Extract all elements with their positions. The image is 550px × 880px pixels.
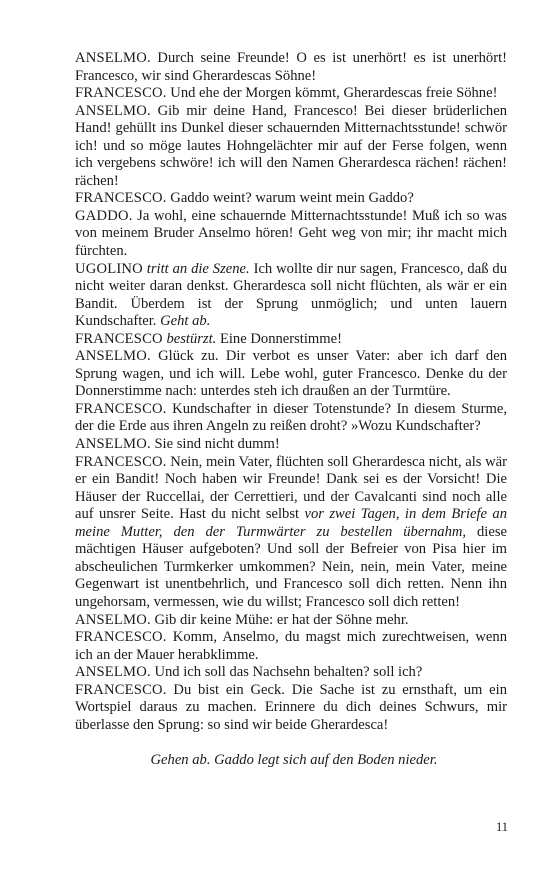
dialogue-paragraph — [75, 682, 507, 735]
stage-direction: bestürzt. — [166, 330, 217, 347]
stage-direction: vor zwei Tagen, in dem Briefe an meine Mutter, den der Turmwärter zu bestellen übernahm, — [75, 506, 507, 540]
dialogue-paragraph — [75, 454, 507, 612]
dialogue-body — [75, 50, 507, 734]
dialogue-text: Sie sind nicht dumm! — [150, 436, 280, 453]
speaker-name: GADDO. — [75, 207, 133, 224]
speaker-name: FRANCESCO. — [75, 453, 167, 470]
dialogue-text: Und ehe der Morgen kömmt, Gherardescas freie Söhne! — [166, 85, 498, 102]
dialogue-paragraph — [75, 401, 507, 436]
dialogue-paragraph — [75, 629, 507, 664]
dialogue-paragraph — [75, 103, 507, 191]
dialogue-paragraph — [75, 50, 507, 85]
dialogue-text: Kundschafter in dieser Totenstunde? In diesem Sturme, der die Erde aus ihren Angeln zu reißen droht? »Wozu Kundschafter? — [75, 400, 507, 435]
dialogue-paragraph — [75, 208, 507, 261]
dialogue-text: Glück zu. Dir verbot es unser Vater: aber ich darf den Sprung wagen, und ich will. Lebe wohl, guter Francesco. Denke du der Donnerstimme nach: unterdes steh ich draußen an der Turmtüre. — [75, 348, 507, 400]
dialogue-text: Ja wohl, eine schauernde Mitternachtsstunde! Muß ich so was von meinem Bruder Anselmo hören! Geht weg von mir; ihr macht mich fürchten. — [75, 207, 507, 260]
page-number: 11 — [495, 820, 508, 834]
dialogue-paragraph — [75, 436, 507, 454]
dialogue-text: Durch seine Freunde! O es ist unerhört! es ist unerhört! Francesco, wir sind Gherardescas Söhne! — [75, 50, 507, 84]
dialogue-text: Komm, Anselmo, du magst mich zurechtweisen, wenn ich an der Mauer herabklimme. — [75, 629, 507, 663]
dialogue-paragraph — [75, 348, 507, 401]
speaker-name: ANSELMO. — [75, 102, 151, 119]
dialogue-text: Und ich soll das Nachsehn behalten? soll ich? — [150, 664, 423, 681]
dialogue-paragraph — [75, 85, 507, 103]
dialogue-text: Du bist ein Geck. Die Sache ist zu ernsthaft, um ein Wortspiel daraus zu machen. Erinnere du dich deines Schwurs, mir überlasse den Sprung: so sind wir beide Gherardesca! — [75, 681, 507, 733]
dialogue-text: Nein, mein Vater, flüchten soll Gherardesca nicht, als wär er ein Bandit! Noch haben wir Freunde! Dank sei es der Vorsicht! Die Häuser der Ruccellai, der Cerrettieri, und der Cavalcanti sind noch alle auf unsrer Seite. Hast du nicht selbst — [75, 453, 507, 523]
dialogue-text: Gaddo weint? warum weint mein Gaddo? — [166, 190, 414, 207]
speaker-name: FRANCESCO. — [75, 190, 167, 207]
dialogue-paragraph — [75, 664, 507, 682]
book-page-text — [75, 50, 507, 770]
speaker-name: FRANCESCO — [75, 330, 163, 347]
dialogue-paragraph — [75, 190, 507, 208]
closing-stage-direction: Gehen ab. Gaddo legt sich auf den Boden nieder. — [150, 752, 438, 769]
dialogue-text: Gib dir keine Mühe: er hat der Söhne mehr. — [150, 611, 409, 628]
dialogue-paragraph — [75, 331, 507, 349]
dialogue-text: Gib mir deine Hand, Francesco! Bei dieser brüderlichen Hand! gehüllt ins Dunkel dieser schauernden Mitternachtsstunde! schwör ich! und so möge lautes Hohngelächter mir auf der Ferse folgen, wenn ich vergebens schwöre! ich will den Namen Gherardesca rächen! rächen! rächen! — [75, 102, 507, 189]
speaker-name: ANSELMO. — [75, 664, 151, 681]
speaker-name: ANSELMO. — [75, 348, 151, 365]
speaker-name: UGOLINO — [75, 260, 143, 277]
stage-direction: Geht ab. — [160, 313, 211, 330]
dialogue-text: Eine Donnerstimme! — [216, 330, 342, 347]
dialogue-text: diese mächtigen Häuser aufgeboten? Und soll der Befreier von Pisa hier im abscheulichen Turmkerker umkommen? Nein, nein, mein Vater, meine Gegenwart ist unentbehrlich, und Francesco soll dich retten. Nenn ihn ungehorsam, vermessen, wie du willst; Francesco soll dich retten! — [75, 523, 507, 610]
speaker-name: FRANCESCO. — [75, 629, 167, 646]
dialogue-paragraph — [75, 261, 507, 331]
speaker-name: ANSELMO. — [75, 611, 151, 628]
speaker-name: ANSELMO. — [75, 50, 151, 66]
stage-direction: tritt an die Szene. — [146, 260, 250, 277]
dialogue-text: Ich wollte dir nur sagen, Francesco, daß du nicht weiter daran denkst. Gherardesca soll nicht flüchten, als wär er ein Bandit. Überdem ist der Sprung unmöglich; und unten lauern Kundschafter. — [75, 260, 507, 330]
speaker-name: ANSELMO. — [75, 436, 151, 453]
dialogue-paragraph — [75, 612, 507, 630]
speaker-name: FRANCESCO. — [75, 681, 167, 698]
speaker-name: FRANCESCO. — [75, 400, 167, 417]
speaker-name: FRANCESCO. — [75, 85, 167, 102]
